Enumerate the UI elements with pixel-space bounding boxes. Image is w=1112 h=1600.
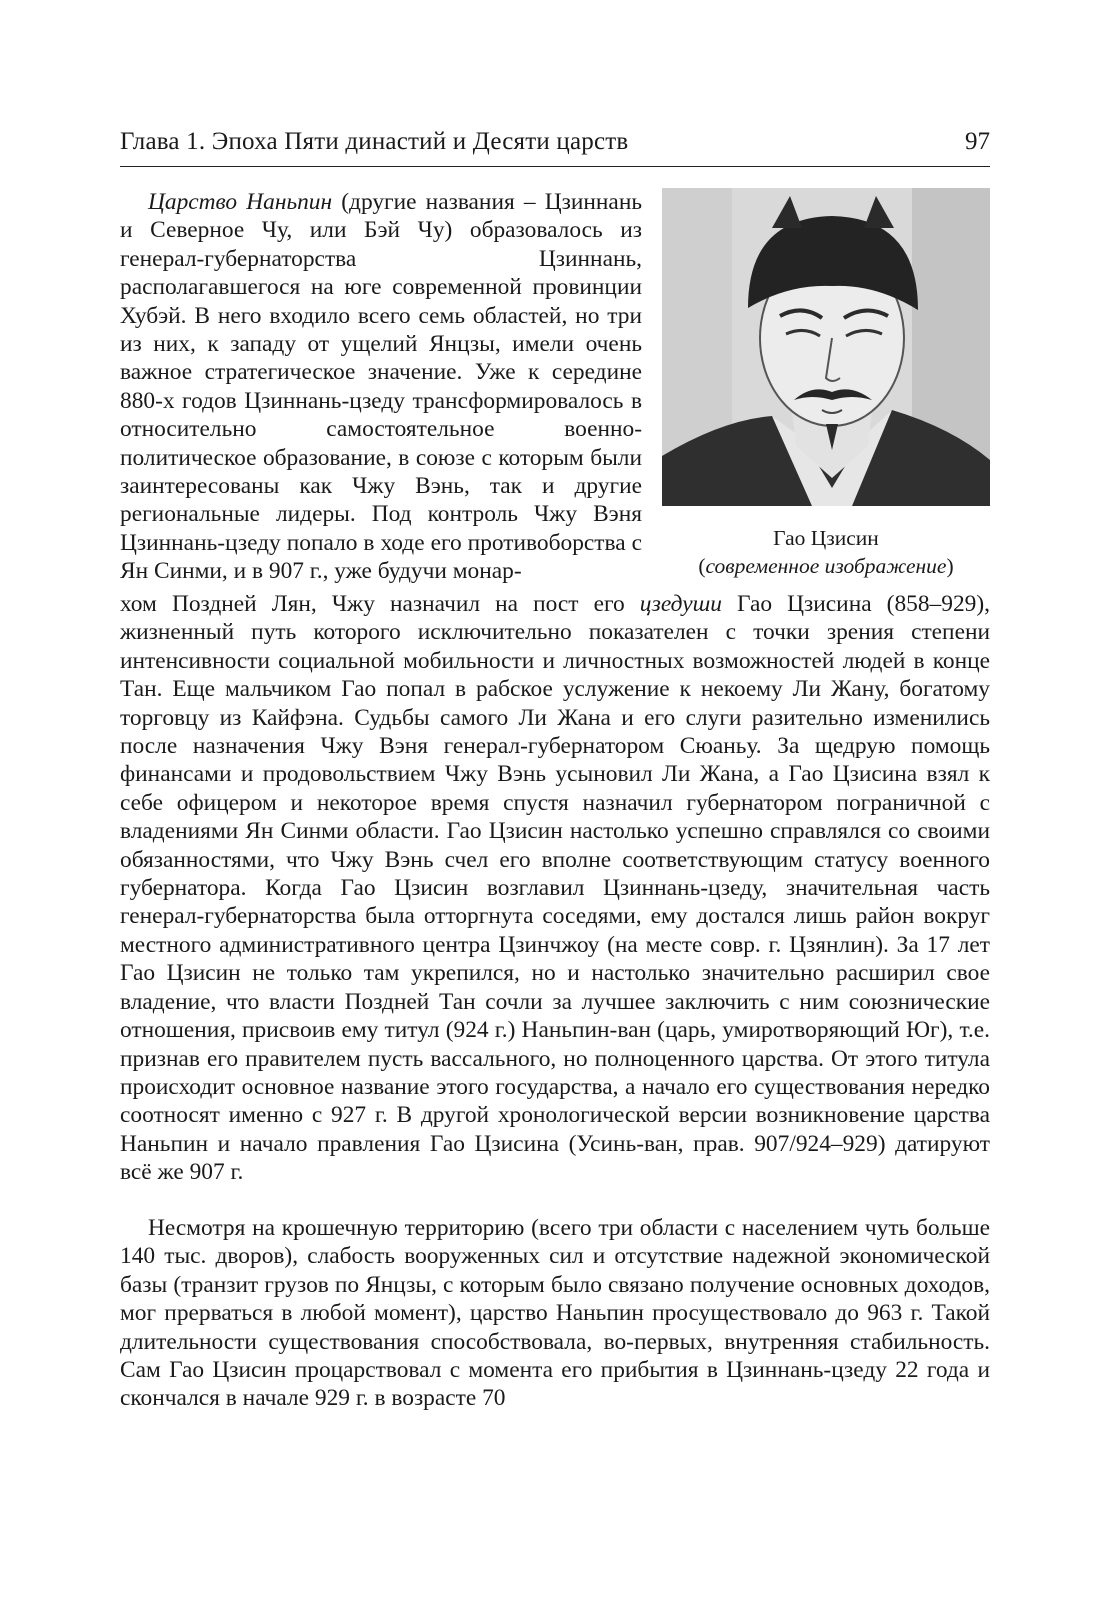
term-jiedushi: цзедуши <box>639 591 722 617</box>
portrait-illustration <box>662 188 990 506</box>
caption-close-paren: ) <box>946 554 954 578</box>
caption-name: Гао Цзисин <box>773 526 879 550</box>
paragraph-2 <box>120 1214 990 1413</box>
chapter-title: Глава 1. Эпоха Пяти династий и Десяти царств <box>120 128 629 155</box>
paragraph-1-text: (другие названия – Цзиннань и Северное Чу, или Бэй Чу) образовалось из генерал-губернаторства Цзиннань, располагавшегося на юге современной провинции Хубэй. В него входило всего семь областей, но три из них, к западу от ущелий Янцзы, имели очень важное стратегическое значение. Уже к середине 880-х годов Цзиннань-цзеду трансформировалось в относительно самостоятельное военно-политическое образование, в союзе с которым были заинтересованы как Чжу Вэнь, так и другие региональные лидеры. Под контроль Чжу Вэня Цзиннань-цзеду попало в ходе его противоборства с Ян Синми, и в 907 г., уже будучи монар- <box>120 189 642 585</box>
paragraph-1-wrap <box>120 188 642 586</box>
caption-open-paren: ( <box>698 554 706 578</box>
running-head <box>120 126 990 167</box>
caption-subtitle <box>662 554 990 579</box>
caption-italic: современное изображение <box>705 554 947 578</box>
paragraph-1-cont-a: хом Поздней Лян, Чжу назначил на пост его <box>120 591 640 617</box>
paragraph-2-text: Несмотря на крошечную территорию (всего три области с населением чуть больше 140 тыс. дворов), слабость вооруженных сил и отсутствие надежной экономической базы (транзит грузов по Янцзы, с которым было связано получение основных доходов, мог прерваться в любой момент), царство Наньпин просуществовало до 963 г. Такой длительности существования способствовала, во-первых, внутренняя стабильность. Сам Гао Цзисин процарствовал с момента его прибытия в Цзиннань-цзеду 22 года и скончался в начале 929 г. в возрасте 70 <box>120 1215 990 1412</box>
paragraph-1-continued <box>120 590 990 1187</box>
paragraph-1-cont-b: Гао Цзисина (858–929), жизненный путь которого исключительно показателен с точки зрения степени интенсивности социальной мобильности и личностных возможностей людей в конце Тан. Еще мальчиком Гао попал в рабское услужение к некоему Ли Жану, богатому торговцу из Кайфэна. Судьбы самого Ли Жана и его слуги разительно изменились после назначения Чжу Вэня генерал-губернатором Сюаньу. За щедрую помощь финансами и продовольствием Чжу Вэнь усыновил Ли Жана, а Гао Цзисина взял к себе офицером и некоторое время спустя назначил губернатором пограничной с владениями Ян Синми области. Гао Цзисин настолько успешно справлялся со своими обязанностями, что Чжу Вэнь счел его вполне соответствующим статусу военного губернатора. Когда Гао Цзисин возглавил Цзиннань-цзеду, значительная часть генерал-губернаторства была отторгнута соседями, ему достался лишь район вокруг местного административного центра Цзинчжоу (на месте совр. г. Цзянлин). За 17 лет Гао Цзисин не только там укрепился, но и настолько значительно расширил свое владение, что власти Поздней Тан сочли за лучшее заключить с ним союзнические отношения, присвоив ему титул (924 г.) Наньпин-ван (царь, умиротворяющий Юг), т.е. признав его правителем пусть вассального, но полноценного царства. От этого титула происходит основное название этого государства, а начало его существования нередко соотносят именно с 927 г. В другой хронологической версии возникновение царства Наньпин и начало правления Гао Цзисина (Усинь-ван, прав. 907/924–929) датируют всё же 907 г. <box>120 591 990 1186</box>
portrait-figure <box>662 188 990 608</box>
kingdom-name: Царство Наньпин <box>148 189 333 215</box>
page-number: 97 <box>965 128 990 155</box>
